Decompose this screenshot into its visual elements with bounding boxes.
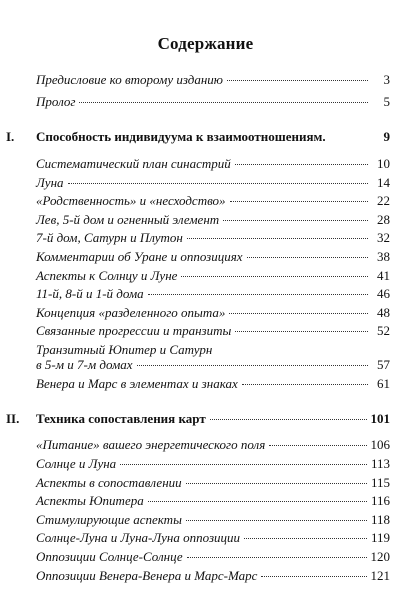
toc-entry [36,474,390,491]
toc-entry [36,267,390,284]
toc-page-number: 14 [377,175,390,190]
toc-entry-label: 11-й, 8-й и 1-й дома [36,286,144,301]
dot-leader [181,276,368,277]
toc-page-number: 118 [370,512,390,527]
toc-entry-label: Предисловие ко второму изданию [36,72,223,87]
part-title: Способность индивидуума к взаимоотношениям. [36,129,326,144]
toc-entry-label: Систематический план синастрий [36,156,231,171]
toc-entry-label: Аспекты в сопоставлении [36,475,182,490]
part-number: II. [6,411,20,426]
toc-entry [36,248,390,265]
dot-leader [229,313,368,314]
toc-entry-label: Солнце и Луна [36,456,117,471]
toc-page-number: 28 [377,212,390,227]
toc-entry-label: Аспекты к Солнцу и Луне [36,268,178,283]
dot-leader [230,201,368,202]
toc-page-number: 46 [377,286,390,301]
dot-leader [247,257,368,258]
toc-page-number: 38 [377,249,390,264]
toc-entry [36,511,390,528]
dot-leader [148,501,367,502]
dot-leader [235,331,368,332]
toc-entry [36,455,390,472]
toc-entry [36,567,390,584]
toc-entry [36,356,390,373]
toc-page-number: 116 [370,493,390,508]
toc-page-number: 101 [370,411,390,426]
toc-entry [36,285,390,302]
toc-entry [36,229,390,246]
toc-entry-label: Концепция «разделенного опыта» [36,305,226,320]
toc-page-number: 119 [370,530,390,545]
dot-leader [137,365,368,366]
toc-entry-label: Луна [36,175,64,190]
toc-entry-prologue [36,93,390,110]
toc-page-number: 120 [370,549,390,564]
toc-page-number: 115 [370,475,390,490]
dot-leader [187,557,367,558]
toc-page-number: 9 [383,129,390,144]
toc-entry-label: Связанные прогрессии и транзиты [36,323,232,338]
toc-entry-label: 7-й дом, Сатурн и Плутон [36,230,183,245]
toc-entry-label: Венера и Марс в элементах и знаках [36,376,238,391]
toc-part-heading-2 [6,410,390,427]
dot-leader [261,576,366,577]
toc-entry-label: «Родственность» и «несходство» [36,193,226,208]
dot-leader [187,238,368,239]
dot-leader [120,464,367,465]
dot-leader [227,80,368,81]
toc-entry-label: Стимулирующие аспекты [36,512,182,527]
toc-entry-label: Оппозиции Венера-Венера и Марс-Марс [36,568,258,583]
toc-entry [36,304,390,321]
toc-page-number: 41 [377,268,390,283]
toc-entry-preface [36,71,390,88]
dot-leader [148,294,368,295]
dot-leader [79,102,368,103]
toc-entry [36,548,390,565]
toc-entry [36,211,390,228]
dot-leader [242,384,368,385]
toc-page-number: 113 [370,456,390,471]
toc-entry [36,492,390,509]
toc-page-number: 48 [377,305,390,320]
toc-entry [36,529,390,546]
toc-part-heading-1 [6,128,390,145]
toc-page-number: 3 [383,72,390,87]
dot-leader [244,538,367,539]
dot-leader [210,419,367,420]
toc-entry [36,155,390,172]
toc-page-number: 57 [377,357,390,372]
toc-entry-label: Комментарии об Уране и оппозициях [36,249,243,264]
toc-page-number: 52 [377,323,390,338]
toc-page-number: 10 [377,156,390,171]
toc-entry [36,375,390,392]
part-number: I. [6,129,15,144]
dot-leader [186,520,367,521]
toc-page-number: 5 [383,94,390,109]
toc-entry-label: «Питание» вашего энергетического поля [36,437,266,452]
toc-entry-label: Аспекты Юпитера [36,493,144,508]
dot-leader [68,183,368,184]
toc-page-number: 32 [377,230,390,245]
toc-page-number: 106 [370,437,390,452]
toc-entry-label: Пролог [36,94,76,109]
toc-entry-label: в 5-м и 7-м домах [36,357,133,372]
part-title: Техника сопоставления карт [36,411,206,426]
toc-entry [36,192,390,209]
dot-leader [269,445,366,446]
dot-leader [223,220,368,221]
toc-entry-label: Оппозиции Солнце-Солнце [36,549,183,564]
toc-page-number: 61 [377,376,390,391]
toc-entry [36,174,390,191]
dot-leader [235,164,368,165]
toc-entry-label: Солнце-Луна и Луна-Луна оппозиции [36,530,241,545]
page-title: Содержание [157,34,254,53]
toc-page-number: 121 [370,568,390,583]
toc-entry [36,436,390,453]
toc-entry [36,322,390,339]
dot-leader [186,483,367,484]
toc-entry-label: Лев, 5-й дом и огненный элемент [36,212,220,227]
toc-entry-label: Транзитный Юпитер и Сатурн [36,342,213,357]
toc-page-number: 22 [377,193,390,208]
